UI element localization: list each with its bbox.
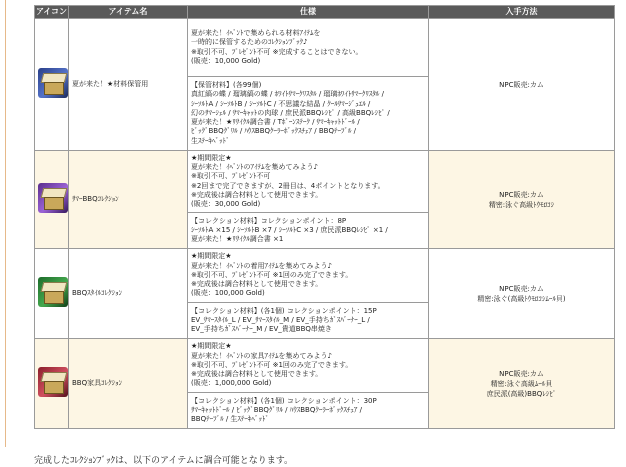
- footer-text: 完成したｺﾚｸｼｮﾝﾌﾞｯｸは、以下のアイテムに調合可能となります。: [34, 456, 294, 466]
- spec-bottom: 【コレクション材料】(各1個) コレクションポイント：30P ｻﾏｰｷｬｯﾄﾄﾞｰﾙ / ﾋﾞｯｸﾞBBQｸﾞﾘﾙ / ﾊｳｽBBQｸｰﾗｰﾎﾞｯｸｽﾁｪｱ / BBQﾃｰﾌﾞﾙ / 生ｽﾃｰｷﾍﾞｯﾄﾞ: [188, 393, 429, 429]
- table-header-row: [35, 6, 615, 19]
- icon-cell: [35, 339, 69, 429]
- item-table: [34, 5, 615, 429]
- spec-top: ★期間限定★ 夏が来た！ｲﾍﾞﾝﾄのｱｲﾃﾑを集めてみよう♪ ※取引不可、ﾌﾟﾚｾﾞﾝﾄ不可 ※2回まで完了できますが、2冊目は、4ポイントとなります。 ※完成後は調合材料として使用できます。 (販売：30,000 Gold): [188, 151, 429, 213]
- how-to-obtain: NPC販売:カム 精密:泳ぐ高級ﾄｳﾓﾛｺｼ: [429, 151, 615, 249]
- item-name: BBQ家具ｺﾚｸｼｮﾝ: [69, 339, 188, 429]
- how-to-obtain: NPC販売:カム: [429, 19, 615, 151]
- collection-book-icon[interactable]: [38, 367, 68, 397]
- header-how: 入手方法: [429, 6, 615, 19]
- header-icon: アイコン: [35, 6, 69, 19]
- spec-top: ★期間限定★ 夏が来た！ｲﾍﾞﾝﾄの家具ｱｲﾃﾑを集めてみよう♪ ※取引不可、ﾌﾟﾚｾﾞﾝﾄ不可 ※1回のみ完了できます。 ※完成後は調合材料として使用できます。 (販売：1,000,000 Gold): [188, 339, 429, 393]
- table-row: [35, 19, 615, 77]
- item-name: BBQｽﾀｲﾙｺﾚｸｼｮﾝ: [69, 249, 188, 339]
- header-name: アイテム名: [69, 6, 188, 19]
- collection-book-icon[interactable]: [38, 68, 68, 98]
- how-to-obtain: NPC販売:カム 精密:泳ぐ(高級ﾄｳﾓﾛｺｼﾑｰﾙ貝): [429, 249, 615, 339]
- icon-cell: [35, 249, 69, 339]
- spec-top: ★期間限定★ 夏が来た！ｲﾍﾞﾝﾄの着用ｱｲﾃﾑを集めてみよう♪ ※取引不可、ﾌﾟﾚｾﾞﾝﾄ不可 ※1回のみ完了できます。 ※完成後は調合材料として使用できます。 (販売：100,000 Gold): [188, 249, 429, 303]
- left-border-line: [5, 0, 6, 447]
- item-name: ｻﾏｰBBQｺﾚｸｼｮﾝ: [69, 151, 188, 249]
- collection-book-icon[interactable]: [38, 183, 68, 213]
- icon-cell: [35, 19, 69, 151]
- table-row: [35, 249, 615, 303]
- spec-top: 夏が来た！ｲﾍﾞﾝﾄで集められる材料ｱｲﾃﾑを 一時的に保管するためのｺﾚｸｼｮﾝﾌﾞｯｸ♪ ※取引不可、ﾌﾟﾚｾﾞﾝﾄ不可 ※完成することはできない。 (販売：10,000 Gold): [188, 19, 429, 77]
- table-row: [35, 339, 615, 393]
- item-name: 夏が来た！★材料保管用: [69, 19, 188, 151]
- spec-bottom: 【コレクション材料】(各1個) コレクションポイント：15P EV_ｻﾏｰｽﾀｲﾙ_L / EV_ｻﾏｰｽﾀｲﾙ_M / EV_手持ちｶﾞｽﾊﾞｰﾅｰ_L / EV_手持ちｶﾞｽﾊﾞｰﾅｰ_M / EV_貴道BBQ串焼き: [188, 303, 429, 339]
- icon-cell: [35, 151, 69, 249]
- how-to-obtain: NPC販売:カム 精密:泳ぐ高級ﾑｰﾙ貝 庶民派(高級)BBQﾚｼﾋﾟ: [429, 339, 615, 429]
- table-row: [35, 151, 615, 213]
- spec-bottom: 【保管材料】(各99個) 真紅縞の蝶 / 瑠璃縞の蝶 / ﾎﾜｲﾄｻﾏｰｸﾘｽﾀﾙ / 瑠璃ﾎﾜｲﾄｻﾏｰｸﾘｽﾀﾙ / ｼｰｿﾙﾄA / ｼｰｿﾙﾄB / ｼｰｿﾙﾄC / 不思議な結晶 / ｸｰﾙｻﾏｰｼﾞｭｴﾙ / 幻のｻﾏｰｼｪﾙ / ｻﾏｰｷｬｯﾄの肉球 / 庶民派BBQﾚｼﾋﾟ / 高級BBQﾚｼﾋﾟ / 夏が来た！★ﾘｻｲｸﾙ調合書 / Tﾎﾞｰﾝｽﾃｰｸ / ｻﾏｰｷｬｯﾄﾄﾞｰﾙ / ﾋﾞｯｸﾞBBQｸﾞﾘﾙ / ﾊｳｽBBQｸｰﾗｰﾎﾞｯｸｽﾁｪｱ / BBQﾃｰﾌﾞﾙ / 生ｽﾃｰｷﾍﾞｯﾄﾞ: [188, 77, 429, 151]
- spec-bottom: 【コレクション材料】コレクションポイント：8P ｼｰｿﾙﾄA ×15 / ｼｰｿﾙﾄB ×7 / ｼｰｿﾙﾄC ×3 / 庶民派BBQﾚｼﾋﾟ ×1 / 夏が来た！★ﾘｻｲｸﾙ調合書 ×1: [188, 213, 429, 249]
- header-spec: 仕様: [188, 6, 429, 19]
- collection-book-icon[interactable]: [38, 277, 68, 307]
